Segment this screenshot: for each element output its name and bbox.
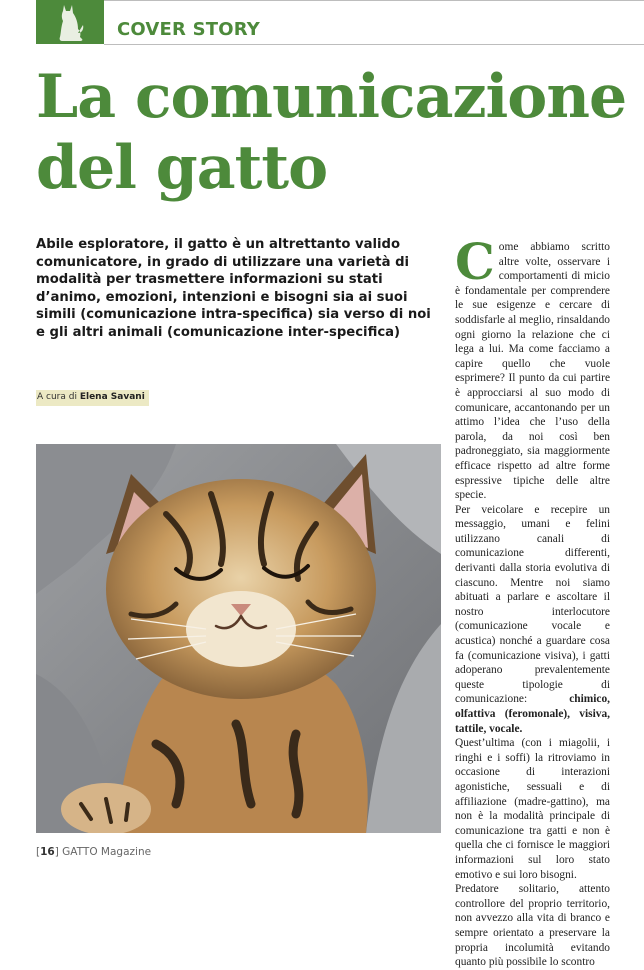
paragraph-3: Quest’ultima (con i miagolii, i ringhi e i soffi) la ritroviamo in occasione di interazioni agonistiche, sessuali e di affiliazione (madre-gattino), ma non è la modalità principale di comunicazione tra gatti e non è quella che ci fornisce le maggiori informazioni sul loro stato emotivo e sui loro bisogni.	[455, 737, 610, 881]
body-column	[455, 232, 610, 970]
paragraph-2-text: Per veicolare e recepire un messaggio, umani e felini utilizzano canali di comunicazione differenti, derivanti dalla storia evolutiva di ciascuno. Mentre noi siamo abituati a parlare e ascoltare il nostro interlocutore (comunicazione vocale e acustica) nonché a guardare cosa fa (comunicazione visiva), i gatti adoperano prevalentemente queste tipologie di comunicazione:	[455, 503, 610, 706]
page-number: 16	[40, 846, 55, 858]
page-footer: [16] GATTO Magazine	[36, 846, 152, 858]
paragraph-2	[455, 503, 610, 737]
section-label: COVER STORY	[117, 19, 261, 40]
paragraph-2-bold: chimico, olfattiva (feromonale), visiva, tattile, vocale.	[455, 693, 610, 735]
paragraph-1-text: ome abbiamo scritto altre volte, osservare i comportamenti di micio è fondamentale per comprendere le sue esigenze e cercare di soddisfarle al meglio, rinsaldando ogni giorno la relazione che ci lega a lui. Ma come facciamo a capire quello che vuole esprimere? Il punto da cui partire è approcciarsi al suo modo di comunicare, accantonando per un attimo l’idea che l’uso della parola, da noi così ben padroneggiato, sia maggiormente efficace rispetto ad altre forme espressive tipiche delle altre specie.	[455, 241, 610, 502]
cat-photo	[36, 444, 441, 833]
title-line-2: del gatto	[36, 133, 328, 203]
title-line-1: La comunicazione	[36, 62, 627, 132]
drop-cap: C	[455, 232, 495, 291]
header-rule	[104, 44, 644, 45]
credit-author: Elena Savani	[79, 392, 145, 402]
author-credit	[36, 390, 149, 406]
cat-photo-illustration	[36, 444, 441, 833]
lead-paragraph: Abile esploratore, il gatto è un altrettanto valido comunicatore, in grado di utilizzare una varietà di modalità per trasmettere informazioni su stati d’animo, emozioni, intenzioni e bisogni sia ai suoi simili (comunicazione intra-specifica) sia verso di noi e gli altri animali (comunicazione inter-specifica)	[36, 237, 431, 340]
credit-prefix: A cura di	[37, 392, 77, 402]
magazine-name: GATTO Magazine	[62, 846, 152, 858]
cat-silhouette-icon	[58, 3, 84, 41]
paragraph-4: Predatore solitario, attento controllore del proprio territorio, non avvezzo alla vita di branco e sempre orientato a preservare la propria incolumità evitando quanto più possibile lo scontro	[455, 883, 610, 969]
section-icon-box	[36, 0, 104, 44]
paragraph-1	[455, 232, 610, 503]
article-title	[36, 62, 636, 204]
top-rule	[36, 0, 644, 1]
